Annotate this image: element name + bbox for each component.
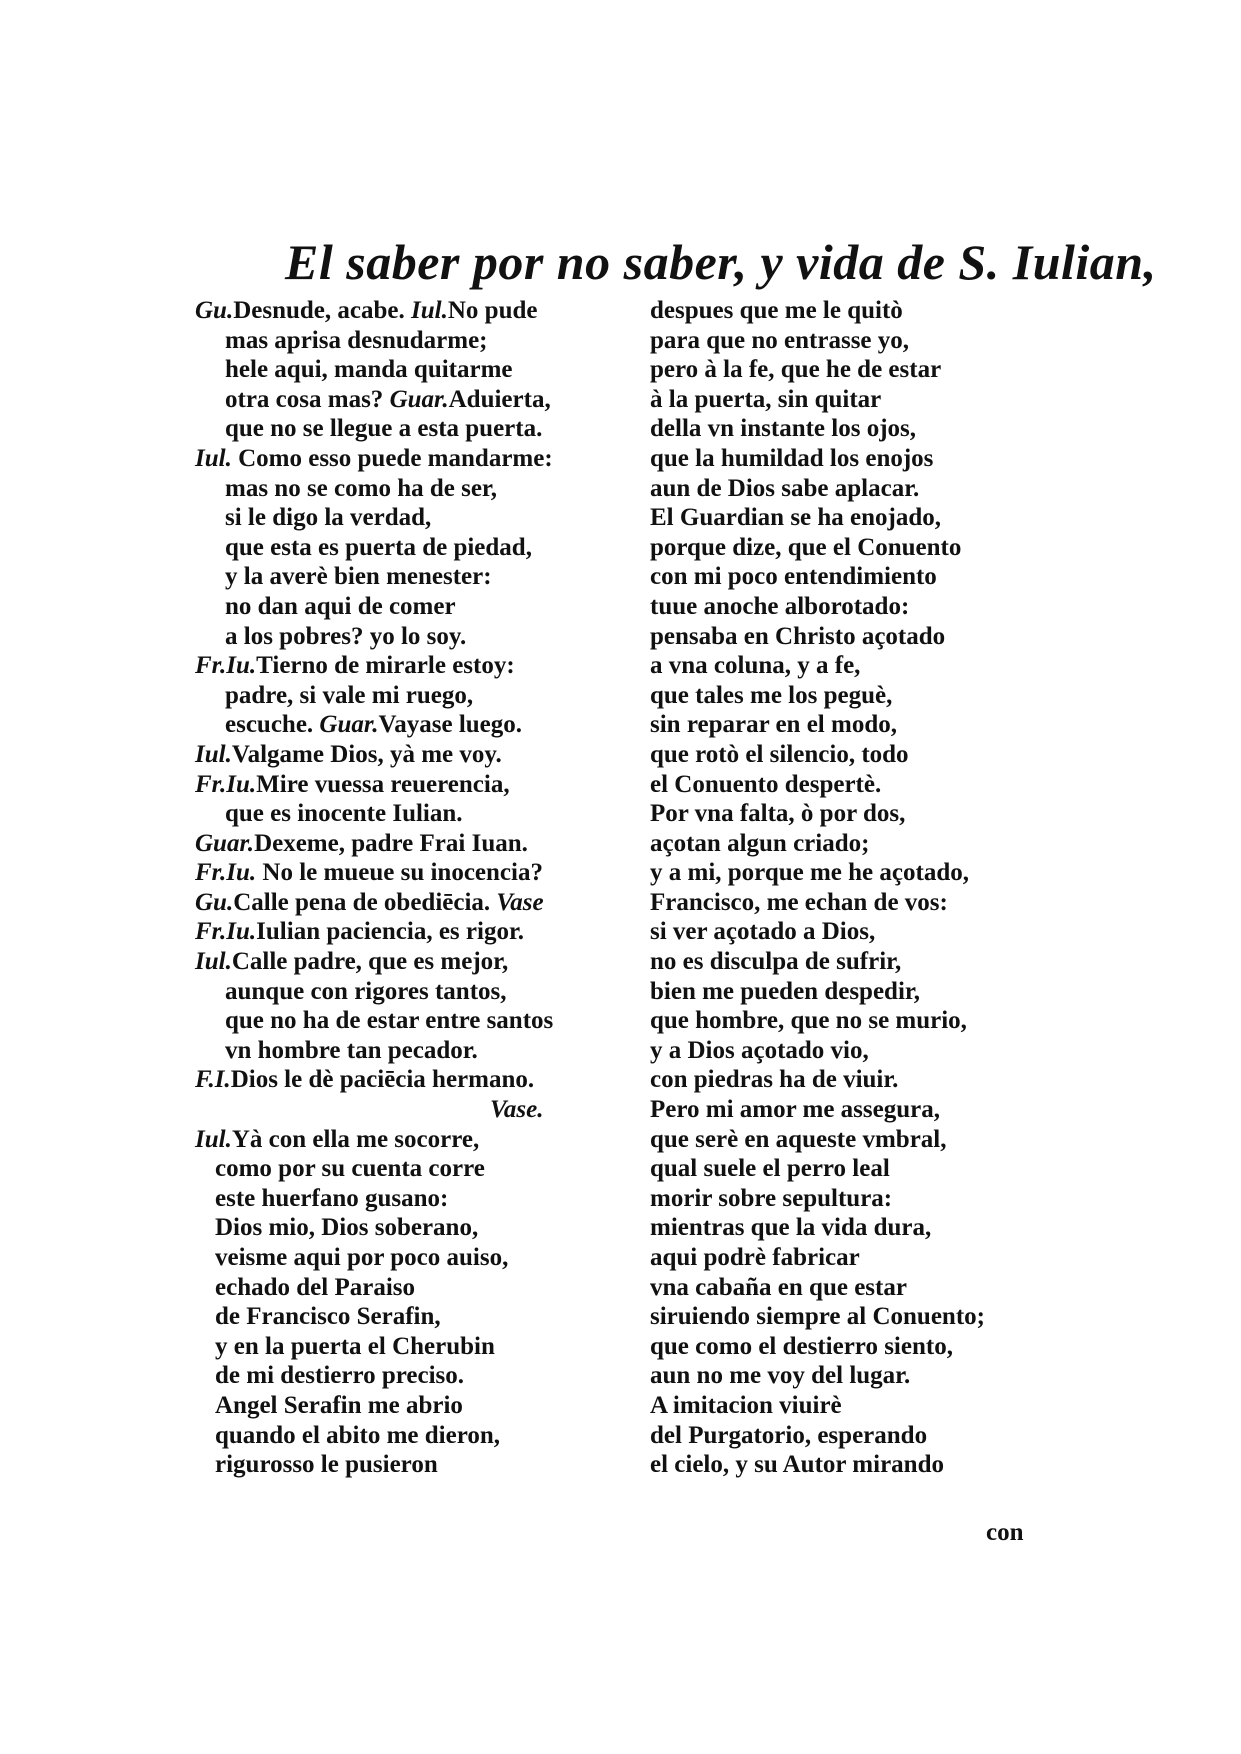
verse-line [195, 1213, 615, 1243]
verse-text: mas aprisa desnudarme; [225, 326, 488, 354]
verse-line: Pero mi amor me assegura, [650, 1096, 940, 1124]
speaker-label: Iul. [195, 1125, 232, 1153]
catchword: con [986, 1519, 1024, 1546]
verse-text: Valgame Dios, yà me voy. [231, 740, 502, 768]
verse-line [195, 1302, 615, 1332]
verse-text: vn hombre tan pecador. [225, 1036, 478, 1064]
verse-line [195, 917, 615, 947]
verse-text: mas no se como ha de ser, [225, 474, 497, 502]
stage-direction: Vase. [490, 1096, 544, 1124]
verse-text: echado del Paraiso [215, 1273, 415, 1301]
speaker-label: Fr.Iu. [195, 918, 257, 946]
verse-line [195, 414, 615, 444]
speaker-label: Guar. [389, 385, 449, 413]
verse-text: que esta es puerta de piedad, [225, 533, 532, 561]
verse-line [195, 326, 615, 356]
verse-line: aun no me voy del lugar. [650, 1362, 911, 1390]
verse-line: para que no entrasse yo, [650, 326, 910, 354]
verse-line: aqui podrè fabricar [650, 1244, 860, 1271]
verse-line [195, 1421, 615, 1451]
verse-line [195, 533, 615, 563]
verse-line [195, 799, 615, 829]
verse-line: pero à la fe, que he de estar [650, 356, 942, 384]
speaker-label: Iul. [195, 948, 232, 976]
verse-line: A imitacion viuirè [650, 1391, 842, 1419]
speaker-label: Guar. [319, 711, 379, 739]
speaker-label: F.I. [195, 1066, 231, 1094]
verse-line: que la humildad los enojos [650, 444, 934, 472]
verse-line [195, 622, 615, 652]
verse-line [195, 474, 615, 504]
verse-line [195, 770, 615, 800]
running-head: El saber por no saber, y vida de S. Iulian, [285, 234, 1157, 290]
verse-text: Dexeme, padre Frai Iuan. [254, 829, 528, 857]
stage-direction: Vase [496, 888, 544, 916]
verse-text: Calle padre, que es mejor, [231, 948, 509, 976]
verse-line [195, 651, 615, 681]
speaker-label: Guar. [195, 829, 255, 857]
verse-line [195, 296, 615, 326]
verse-text: quando el abito me dieron, [215, 1421, 500, 1449]
verse-text: de Francisco Serafin, [215, 1303, 441, 1331]
verse-text: veisme aqui por poco auiso, [215, 1244, 509, 1271]
verse-text: que no se llegue a esta puerta. [225, 415, 543, 443]
verse-text: Iulian paciencia, es rigor. [256, 918, 525, 946]
verse-line: El Guardian se ha enojado, [650, 504, 942, 532]
verse-line [195, 829, 615, 859]
verse-line [195, 1125, 615, 1155]
verse-text: Vayase luego. [378, 711, 523, 739]
verse-line: que rotò el silencio, todo [650, 740, 909, 768]
verse-line [195, 1065, 615, 1095]
verse-line: della vn instante los ojos, [650, 415, 917, 443]
verse-line: con mi poco entendimiento [650, 563, 937, 591]
verse-text: como por su cuenta corre [215, 1155, 485, 1183]
verse-line: Francisco, me echan de vos: [650, 888, 948, 916]
verse-line: vna cabaña en que estar [650, 1273, 907, 1301]
speaker-label: Gu. [195, 297, 234, 324]
verse-line [195, 977, 615, 1007]
verse-line [195, 1361, 615, 1391]
speaker-label: Iul. [195, 444, 232, 472]
verse-line [195, 355, 615, 385]
verse-line: tuue anoche alborotado: [650, 592, 910, 620]
verse-text: que es inocente Iulian. [225, 800, 463, 828]
verse-line: y a mi, porque me he açotado, [650, 859, 969, 887]
right-column [650, 296, 1070, 1480]
verse-line [195, 888, 615, 918]
verse-line: y a Dios açotado vio, [650, 1036, 869, 1064]
verse-text: Yà con ella me socorre, [231, 1125, 480, 1153]
verse-line: que hombre, que no se murio, [650, 1007, 967, 1035]
verse-text: si le digo la verdad, [225, 504, 432, 532]
verse-line [195, 562, 615, 592]
verse-line: siruiendo siempre al Conuento; [650, 1303, 985, 1331]
verse-line [195, 947, 615, 977]
verse-text: a los pobres? yo lo soy. [225, 622, 467, 650]
verse-line [195, 1095, 615, 1125]
verse-text: Tierno de mirarle estoy: [256, 652, 515, 680]
verse-line: si ver açotado a Dios, [650, 918, 876, 946]
verse-line [195, 444, 615, 474]
verse-line: del Purgatorio, esperando [650, 1421, 928, 1449]
verse-text: no dan aqui de comer [225, 592, 456, 620]
verse-text: Aduierta, [448, 385, 551, 413]
verse-line [195, 1036, 615, 1066]
verse-text: padre, si vale mi ruego, [225, 681, 474, 709]
verse-text: Dios le dè paciēcia hermano. [230, 1066, 535, 1094]
verse-line [195, 1450, 615, 1480]
verse-line: aun de Dios sabe aplacar. [650, 474, 920, 502]
verse-line: morir sobre sepultura: [650, 1184, 893, 1212]
speaker-label: Fr.Iu. [195, 859, 257, 887]
verse-line [195, 858, 615, 888]
verse-line: à la puerta, sin quitar [650, 385, 882, 413]
verse-text: No le mueue su inocencia? [256, 859, 543, 887]
verse-line: el Conuento despertè. [650, 770, 882, 798]
verse-line [195, 1154, 615, 1184]
verse-text: Desnude, acabe. [233, 297, 412, 324]
verse-line: porque dize, que el Conuento [650, 533, 962, 561]
verse-text: rigurosso le pusieron [215, 1451, 438, 1479]
verse-text: Calle pena de obediēcia. [233, 888, 497, 916]
verse-line: despues que me le quitò [650, 297, 903, 324]
verse-line [195, 503, 615, 533]
speaker-label: Iul. [195, 740, 232, 768]
verse-text: de mi destierro preciso. [215, 1362, 465, 1390]
verse-line: el cielo, y su Autor mirando [650, 1451, 944, 1479]
verse-text: Dios mio, Dios soberano, [215, 1214, 479, 1242]
verse-line [195, 385, 615, 415]
verse-line [195, 1332, 615, 1362]
verse-text: hele aqui, manda quitarme [225, 356, 513, 384]
verse-line: bien me pueden despedir, [650, 977, 920, 1005]
verse-line: que como el destierro siento, [650, 1332, 953, 1360]
verse-text: No pude [447, 297, 538, 324]
left-column [195, 296, 615, 1480]
verse-line [195, 1391, 615, 1421]
verse-line: con piedras ha de viuir. [650, 1066, 899, 1094]
verse-line [195, 592, 615, 622]
verse-text: Mire vuessa reuerencia, [256, 770, 510, 798]
verse-line [195, 1006, 615, 1036]
verse-line: no es disculpa de sufrir, [650, 948, 902, 976]
verse-line: açotan algun criado; [650, 829, 870, 857]
verse-text: y en la puerta el Cherubin [215, 1332, 495, 1360]
verse-line: mientras que la vida dura, [650, 1214, 932, 1242]
speaker-label: Iul. [411, 297, 448, 324]
verse-line [195, 1273, 615, 1303]
verse-text: escuche. [225, 711, 320, 739]
verse-line: qual suele el perro leal [650, 1155, 890, 1183]
verse-line: a vna coluna, y a fe, [650, 652, 861, 680]
speaker-label: Fr.Iu. [195, 770, 257, 798]
verse-text: aunque con rigores tantos, [225, 977, 507, 1005]
verse-line: que tales me los peguè, [650, 681, 893, 709]
verse-text: Como esso puede mandarme: [231, 444, 553, 472]
verse-text: que no ha de estar entre santos [225, 1007, 554, 1035]
verse-line [195, 1184, 615, 1214]
verse-line: que serè en aqueste vmbral, [650, 1125, 947, 1153]
verse-line: Por vna falta, ò por dos, [650, 800, 906, 828]
verse-text: y la averè bien menester: [225, 563, 492, 591]
speaker-label: Gu. [195, 888, 234, 916]
speaker-label: Fr.Iu. [195, 652, 257, 680]
verse-text: otra cosa mas? [225, 385, 390, 413]
verse-line [195, 1243, 615, 1273]
verse-line [195, 681, 615, 711]
verse-text: Angel Serafin me abrio [215, 1391, 463, 1419]
verse-line: sin reparar en el modo, [650, 711, 897, 739]
verse-line [195, 740, 615, 770]
verse-line: pensaba en Christo açotado [650, 622, 946, 650]
verse-text: este huerfano gusano: [215, 1184, 449, 1212]
verse-line [195, 710, 615, 740]
